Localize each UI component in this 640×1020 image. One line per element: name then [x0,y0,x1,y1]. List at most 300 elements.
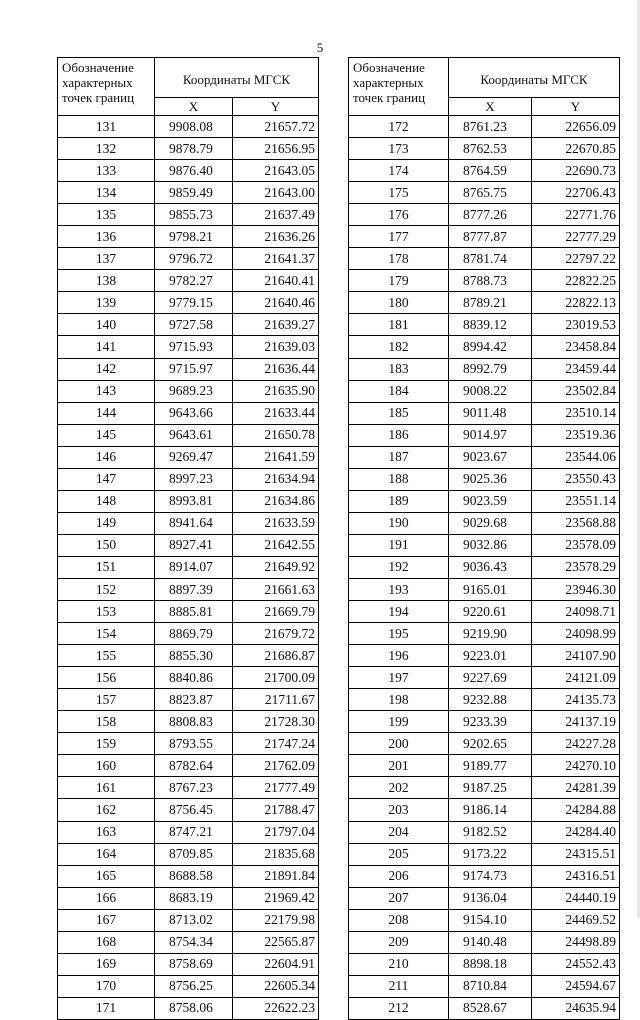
table-row [58,204,319,226]
y-value: 24552.43 [532,953,620,975]
point-number: 140 [58,314,155,336]
y-value: 21639.27 [233,314,319,336]
point-number: 209 [349,931,449,953]
point-number: 147 [58,468,155,490]
coordinates-header: Координаты МГСК [155,58,319,98]
coordinates-table-right [348,57,620,1020]
table-row [58,865,319,887]
point-number: 160 [58,755,155,777]
x-value: 8683.19 [155,887,233,909]
table-row [58,821,319,843]
table-row [58,578,319,600]
x-value: 8823.87 [155,689,233,711]
x-value: 8710.84 [449,975,532,997]
table-row [58,336,319,358]
x-value: 9269.47 [155,446,233,468]
x-value: 9715.93 [155,336,233,358]
x-column-header: X [449,98,532,116]
x-value: 9689.23 [155,380,233,402]
x-value: 8765.75 [449,182,532,204]
y-value: 24635.94 [532,997,620,1019]
table-row [349,689,620,711]
point-number: 194 [349,601,449,623]
y-value: 21661.63 [233,578,319,600]
y-value: 23550.43 [532,468,620,490]
y-value: 23578.09 [532,534,620,556]
point-number: 134 [58,182,155,204]
x-value: 8767.23 [155,777,233,799]
y-value: 21649.92 [233,556,319,578]
y-value: 22179.98 [233,909,319,931]
x-value: 8789.21 [449,292,532,314]
table-row [58,689,319,711]
x-value: 9154.10 [449,909,532,931]
point-number: 191 [349,534,449,556]
point-number: 205 [349,843,449,865]
point-number: 198 [349,689,449,711]
table-row [58,402,319,424]
table-row [58,953,319,975]
x-value: 9011.48 [449,402,532,424]
x-value: 9715.97 [155,358,233,380]
point-number: 181 [349,314,449,336]
point-number: 151 [58,556,155,578]
table-row [349,380,620,402]
x-value: 8709.85 [155,843,233,865]
x-value: 9023.59 [449,490,532,512]
point-number: 171 [58,997,155,1019]
y-value: 23458.84 [532,336,620,358]
point-number: 166 [58,887,155,909]
point-number: 143 [58,380,155,402]
x-value: 9140.48 [449,931,532,953]
y-value: 21641.59 [233,446,319,468]
point-number: 133 [58,160,155,182]
y-value: 22822.25 [532,270,620,292]
y-value: 22622.23 [233,997,319,1019]
point-number: 212 [349,997,449,1019]
point-number: 199 [349,711,449,733]
point-number: 186 [349,424,449,446]
x-value: 9233.39 [449,711,532,733]
point-number: 148 [58,490,155,512]
y-value: 24270.10 [532,755,620,777]
y-value: 23544.06 [532,446,620,468]
x-value: 8764.59 [449,160,532,182]
x-value: 9036.43 [449,556,532,578]
y-value: 21657.72 [233,116,319,138]
table-row [349,843,620,865]
table-row [58,380,319,402]
point-number: 173 [349,138,449,160]
table-row [58,556,319,578]
x-value: 8688.58 [155,865,233,887]
table-row [349,931,620,953]
point-number: 177 [349,226,449,248]
x-value: 9189.77 [449,755,532,777]
table-row [58,292,319,314]
table-row [58,667,319,689]
y-value: 24469.52 [532,909,620,931]
table-row [349,314,620,336]
x-value: 9182.52 [449,821,532,843]
y-value: 22706.43 [532,182,620,204]
x-value: 8782.64 [155,755,233,777]
x-value: 9223.01 [449,645,532,667]
point-number: 144 [58,402,155,424]
y-value: 21640.46 [233,292,319,314]
table-row [58,799,319,821]
table-row [349,755,620,777]
point-number: 169 [58,953,155,975]
table-row [58,843,319,865]
table-row [349,777,620,799]
page-number: 5 [316,40,324,55]
table-row [349,248,620,270]
y-value: 21797.04 [233,821,319,843]
table-row [58,512,319,534]
point-number: 172 [349,116,449,138]
y-value: 23502.84 [532,380,620,402]
table-row [349,997,620,1019]
x-value: 8898.18 [449,953,532,975]
y-value: 23551.14 [532,490,620,512]
point-number: 138 [58,270,155,292]
table-body-right [349,116,620,1020]
point-number: 193 [349,578,449,600]
table-row [349,733,620,755]
y-value: 23578.29 [532,556,620,578]
y-value: 22604.91 [233,953,319,975]
y-value: 21643.00 [233,182,319,204]
table-row [349,711,620,733]
x-value: 8756.45 [155,799,233,821]
y-value: 21669.79 [233,601,319,623]
x-value: 9174.73 [449,865,532,887]
table-row [349,578,620,600]
table-row [349,490,620,512]
point-number: 201 [349,755,449,777]
point-number: 145 [58,424,155,446]
y-value: 22656.09 [532,116,620,138]
y-value: 21686.87 [233,645,319,667]
x-value: 8747.21 [155,821,233,843]
point-number: 190 [349,512,449,534]
y-value: 21969.42 [233,887,319,909]
table-row [58,358,319,380]
y-value: 21656.95 [233,138,319,160]
table-row [349,468,620,490]
x-value: 8713.02 [155,909,233,931]
y-value: 24107.90 [532,645,620,667]
table-row [58,160,319,182]
y-value: 21747.24 [233,733,319,755]
x-value: 9032.86 [449,534,532,556]
x-value: 9643.61 [155,424,233,446]
point-number: 165 [58,865,155,887]
y-value: 24440.19 [532,887,620,909]
point-number: 141 [58,336,155,358]
y-value: 21637.49 [233,204,319,226]
x-value: 8788.73 [449,270,532,292]
x-value: 9727.58 [155,314,233,336]
y-value: 22690.73 [532,160,620,182]
table-row [349,358,620,380]
table-row [58,468,319,490]
table-row [58,138,319,160]
y-value: 21633.44 [233,402,319,424]
y-value: 24098.99 [532,623,620,645]
y-value: 21643.05 [233,160,319,182]
point-number: 170 [58,975,155,997]
y-value: 23946.30 [532,578,620,600]
y-value: 22670.85 [532,138,620,160]
y-value: 22797.22 [532,248,620,270]
point-number: 188 [349,468,449,490]
point-number: 195 [349,623,449,645]
point-number: 152 [58,578,155,600]
y-value: 21711.67 [233,689,319,711]
y-value: 22822.13 [532,292,620,314]
x-value: 9227.69 [449,667,532,689]
x-value: 8756.25 [155,975,233,997]
table-row [58,755,319,777]
point-number: 149 [58,512,155,534]
point-number: 182 [349,336,449,358]
x-value: 8758.69 [155,953,233,975]
y-value: 21788.47 [233,799,319,821]
table-row [349,446,620,468]
y-value: 24121.09 [532,667,620,689]
point-number: 197 [349,667,449,689]
point-number: 153 [58,601,155,623]
y-value: 21650.78 [233,424,319,446]
point-number: 204 [349,821,449,843]
x-value: 9876.40 [155,160,233,182]
point-number: 184 [349,380,449,402]
point-number: 176 [349,204,449,226]
point-number: 208 [349,909,449,931]
point-number: 154 [58,623,155,645]
point-number: 175 [349,182,449,204]
x-value: 8993.81 [155,490,233,512]
y-value: 21762.09 [233,755,319,777]
point-number: 196 [349,645,449,667]
y-value: 22565.87 [233,931,319,953]
table-row [349,821,620,843]
x-value: 9008.22 [449,380,532,402]
table-row [58,733,319,755]
y-value: 21640.41 [233,270,319,292]
x-value: 9014.97 [449,424,532,446]
y-value: 21777.49 [233,777,319,799]
table-row [58,314,319,336]
x-value: 8855.30 [155,645,233,667]
x-value: 9796.72 [155,248,233,270]
table-row [349,556,620,578]
table-row [58,711,319,733]
point-number: 135 [58,204,155,226]
table-row [58,601,319,623]
x-value: 9779.15 [155,292,233,314]
x-value: 8885.81 [155,601,233,623]
point-number: 200 [349,733,449,755]
point-number: 206 [349,865,449,887]
table-row [349,402,620,424]
table-row [349,226,620,248]
point-number: 139 [58,292,155,314]
y-value: 21679.72 [233,623,319,645]
x-value: 9029.68 [449,512,532,534]
x-value: 9025.36 [449,468,532,490]
designation-header: Обозначение характерных точек границ [349,58,449,116]
x-value: 9202.65 [449,733,532,755]
table-row [349,182,620,204]
table-row [58,490,319,512]
table-row [349,909,620,931]
point-number: 167 [58,909,155,931]
y-value: 24098.71 [532,601,620,623]
table-row [349,270,620,292]
table-row [58,645,319,667]
x-value: 8808.83 [155,711,233,733]
y-value: 21639.03 [233,336,319,358]
table-row [349,424,620,446]
y-value: 21633.59 [233,512,319,534]
point-number: 183 [349,358,449,380]
table-row [349,160,620,182]
table-row [58,534,319,556]
designation-header: Обозначение характерных точек границ [58,58,155,116]
y-value: 24137.19 [532,711,620,733]
table-row [349,601,620,623]
x-value: 8869.79 [155,623,233,645]
y-value: 21642.55 [233,534,319,556]
point-number: 159 [58,733,155,755]
x-column-header: X [155,98,233,116]
x-value: 8761.23 [449,116,532,138]
table-row [58,623,319,645]
x-value: 9878.79 [155,138,233,160]
x-value: 8997.23 [155,468,233,490]
point-number: 207 [349,887,449,909]
x-value: 8781.74 [449,248,532,270]
x-value: 8941.64 [155,512,233,534]
y-value: 24316.51 [532,865,620,887]
x-value: 8994.42 [449,336,532,358]
x-value: 8777.26 [449,204,532,226]
table-row [58,270,319,292]
x-value: 8992.79 [449,358,532,380]
y-value: 23459.44 [532,358,620,380]
x-value: 9859.49 [155,182,233,204]
table-row [58,777,319,799]
table-body-left [58,116,319,1020]
point-number: 156 [58,667,155,689]
point-number: 187 [349,446,449,468]
y-value: 22777.29 [532,226,620,248]
point-number: 163 [58,821,155,843]
y-value: 23519.36 [532,424,620,446]
table-row [349,953,620,975]
y-value: 21728.30 [233,711,319,733]
x-value: 9798.21 [155,226,233,248]
y-value: 24227.28 [532,733,620,755]
x-value: 8897.39 [155,578,233,600]
table-row [58,446,319,468]
y-value: 23510.14 [532,402,620,424]
point-number: 192 [349,556,449,578]
y-column-header: Y [233,98,319,116]
x-value: 9232.88 [449,689,532,711]
x-value: 8777.87 [449,226,532,248]
x-value: 9220.61 [449,601,532,623]
table-row [58,182,319,204]
x-value: 9782.27 [155,270,233,292]
y-column-header: Y [532,98,620,116]
table-row [58,424,319,446]
table-row [58,997,319,1019]
point-number: 211 [349,975,449,997]
point-number: 210 [349,953,449,975]
table-row [58,248,319,270]
x-value: 8528.67 [449,997,532,1019]
point-number: 168 [58,931,155,953]
table-row [58,887,319,909]
table-row [349,865,620,887]
table-row [349,116,620,138]
y-value: 21641.37 [233,248,319,270]
y-value: 23019.53 [532,314,620,336]
point-number: 179 [349,270,449,292]
y-value: 24315.51 [532,843,620,865]
y-value: 21835.68 [233,843,319,865]
x-value: 9187.25 [449,777,532,799]
coordinates-table-left [57,57,319,1020]
table-row [58,116,319,138]
table-row [349,534,620,556]
y-value: 22605.34 [233,975,319,997]
point-number: 203 [349,799,449,821]
point-number: 178 [349,248,449,270]
point-number: 164 [58,843,155,865]
x-value: 8793.55 [155,733,233,755]
point-number: 155 [58,645,155,667]
table-row [349,512,620,534]
x-value: 9173.22 [449,843,532,865]
table-row [349,623,620,645]
table-row [349,975,620,997]
point-number: 150 [58,534,155,556]
table-row [58,909,319,931]
x-value: 8839.12 [449,314,532,336]
x-value: 9023.67 [449,446,532,468]
point-number: 137 [58,248,155,270]
point-number: 157 [58,689,155,711]
y-value: 21636.26 [233,226,319,248]
coordinates-header: Координаты МГСК [449,58,620,98]
table-row [349,292,620,314]
x-value: 9165.01 [449,578,532,600]
x-value: 8914.07 [155,556,233,578]
table-row [349,887,620,909]
point-number: 185 [349,402,449,424]
point-number: 158 [58,711,155,733]
point-number: 180 [349,292,449,314]
x-value: 9908.08 [155,116,233,138]
table-row [349,799,620,821]
y-value: 24498.89 [532,931,620,953]
